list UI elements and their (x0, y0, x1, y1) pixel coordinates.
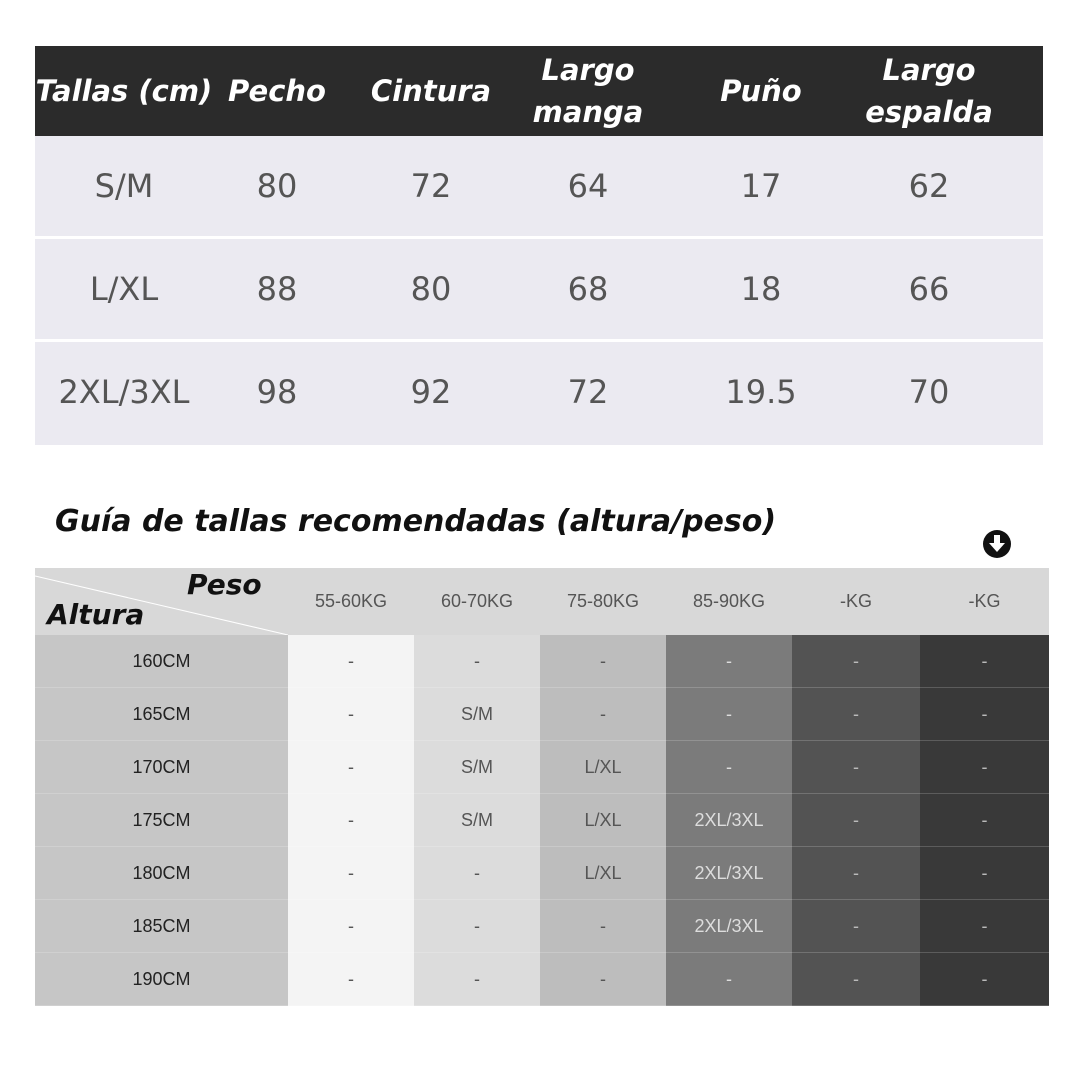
size-cell: - (414, 900, 540, 953)
height-label: 165CM (35, 688, 288, 741)
table-row (35, 136, 1043, 239)
size-cell: S/M (414, 688, 540, 741)
corner-peso-label: Peso (187, 568, 262, 601)
puno-value: 18 (740, 270, 782, 308)
header-puno: Puño (720, 74, 802, 108)
size-cell: - (920, 900, 1049, 953)
pecho-value: 80 (256, 167, 298, 205)
pecho-value: 88 (256, 270, 298, 308)
table-row (35, 847, 1049, 900)
size-label: S/M (94, 167, 154, 205)
weight-header: -KG (839, 591, 872, 611)
table-row (35, 794, 1049, 847)
size-cell: - (920, 847, 1049, 900)
size-cell: - (414, 635, 540, 688)
size-cell: - (288, 741, 414, 794)
size-cell: - (288, 635, 414, 688)
height-label: 180CM (35, 847, 288, 900)
height-label: 160CM (35, 635, 288, 688)
largo-espalda-value: 62 (908, 167, 950, 205)
height-label: 185CM (35, 900, 288, 953)
table-row (35, 239, 1043, 342)
size-cell: - (920, 794, 1049, 847)
corner-altura-label: Altura (47, 598, 145, 631)
size-cell: - (414, 953, 540, 1006)
height-label: 175CM (35, 794, 288, 847)
size-cell: - (540, 688, 666, 741)
size-cell: - (666, 688, 792, 741)
pecho-value: 98 (256, 373, 298, 411)
largo-manga-value: 72 (567, 373, 609, 411)
size-cell: L/XL (540, 741, 666, 794)
size-guide-grid (35, 568, 1049, 1009)
guide-title: Guía de tallas recomendadas (altura/peso) (55, 504, 777, 539)
size-cell: - (792, 635, 920, 688)
size-cell: - (920, 953, 1049, 1006)
size-cell: - (792, 900, 920, 953)
size-label: 2XL/3XL (58, 373, 190, 411)
size-cell: 2XL/3XL (666, 900, 792, 953)
header-largo-manga: Largo manga (532, 53, 644, 129)
weight-header: 75-80KG (566, 591, 640, 611)
puno-value: 19.5 (725, 373, 797, 411)
cintura-value: 92 (410, 373, 452, 411)
size-cell: - (288, 688, 414, 741)
size-cell: - (288, 794, 414, 847)
largo-manga-value: 68 (567, 270, 609, 308)
size-cell: - (792, 847, 920, 900)
size-cell: - (540, 900, 666, 953)
weight-header: -KG (968, 591, 1001, 611)
size-cell: - (414, 847, 540, 900)
weight-header: 60-70KG (440, 591, 514, 611)
size-cell: - (666, 741, 792, 794)
table-row (35, 900, 1049, 953)
cintura-value: 72 (410, 167, 452, 205)
size-table (35, 46, 1043, 445)
guide-header-row (35, 568, 1049, 635)
size-cell: - (666, 953, 792, 1006)
size-cell: L/XL (540, 794, 666, 847)
table-row (35, 342, 1043, 445)
weight-header: 55-60KG (314, 591, 388, 611)
largo-espalda-value: 70 (908, 373, 950, 411)
size-cell: - (792, 794, 920, 847)
size-cell: 2XL/3XL (666, 847, 792, 900)
puno-value: 17 (740, 167, 782, 205)
size-label: L/XL (89, 270, 159, 308)
table-row (35, 953, 1049, 1006)
size-cell: S/M (414, 794, 540, 847)
largo-espalda-value: 66 (908, 270, 950, 308)
size-cell: L/XL (540, 847, 666, 900)
size-cell: - (288, 900, 414, 953)
size-cell: - (540, 953, 666, 1006)
size-table-header (35, 46, 1043, 136)
header-tallas: Tallas (cm) (35, 74, 213, 108)
size-cell: - (288, 847, 414, 900)
size-cell: - (792, 741, 920, 794)
height-label: 190CM (35, 953, 288, 1006)
largo-manga-value: 64 (567, 167, 609, 205)
size-cell: 2XL/3XL (666, 794, 792, 847)
table-row (35, 688, 1049, 741)
size-cell: - (666, 635, 792, 688)
table-row (35, 741, 1049, 794)
size-cell: - (920, 741, 1049, 794)
down-arrow-circle-icon (982, 529, 1012, 559)
height-label: 170CM (35, 741, 288, 794)
header-cintura: Cintura (370, 74, 492, 108)
weight-header: 85-90KG (692, 591, 766, 611)
size-cell: - (920, 688, 1049, 741)
size-cell: - (540, 635, 666, 688)
size-cell: - (792, 688, 920, 741)
header-largo-espalda: Largo espalda (865, 53, 993, 129)
size-cell: S/M (414, 741, 540, 794)
size-cell: - (288, 953, 414, 1006)
header-pecho: Pecho (228, 74, 326, 108)
cintura-value: 80 (410, 270, 452, 308)
table-row (35, 635, 1049, 688)
size-cell: - (920, 635, 1049, 688)
corner-cell (35, 568, 288, 635)
size-cell: - (792, 953, 920, 1006)
